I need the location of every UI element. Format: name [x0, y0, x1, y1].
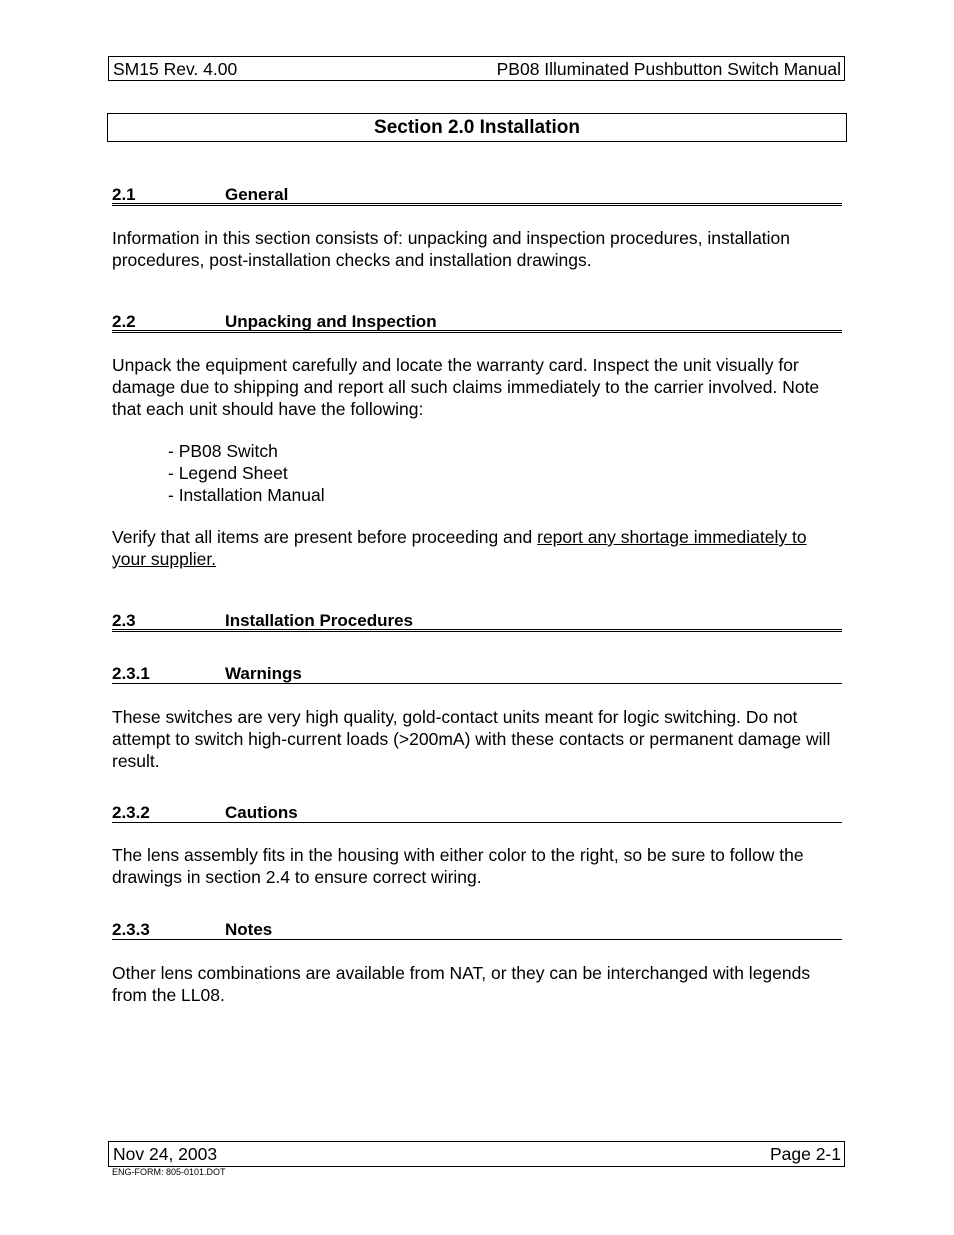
document-revision: SM15 Rev. 4.00	[113, 59, 238, 79]
heading-rule	[112, 203, 842, 206]
page-header	[108, 56, 845, 81]
list-item: - Installation Manual	[168, 485, 325, 505]
heading-title: Unpacking and Inspection	[225, 312, 437, 331]
heading-title: Notes	[225, 920, 273, 939]
verify-text: Verify that all items are present before proceeding and	[112, 527, 538, 547]
heading-2-3-1	[112, 665, 842, 683]
heading-rule	[112, 330, 842, 333]
heading-title: Warnings	[225, 664, 302, 683]
heading-number: 2.1	[112, 185, 136, 204]
footer-page-number: Page 2-1	[769, 1144, 841, 1164]
footer-date: Nov 24, 2003	[113, 1144, 218, 1164]
notes-paragraph: Other lens combinations are available from NAT, or they can be interchanged with legends from the LL08.	[112, 963, 811, 1005]
section-title: Section 2.0 Installation	[374, 117, 580, 138]
heading-rule	[112, 822, 842, 823]
verify-underlined-text: report any shortage immediately to your supplier.	[112, 527, 807, 569]
heading-2-2	[112, 313, 842, 331]
heading-title: Installation Procedures	[225, 611, 413, 630]
form-code: ENG-FORM: 805-0101.DOT	[112, 1167, 226, 1177]
heading-number: 2.2	[112, 312, 136, 331]
heading-number: 2.3	[112, 611, 136, 630]
warnings-paragraph: These switches are very high quality, gold-contact units meant for logic switching. Do not attempt to switch high-current loads (>200mA) with these contacts or permanent damage will result.	[112, 707, 831, 771]
document-title: PB08 Illuminated Pushbutton Switch Manual	[496, 59, 841, 79]
heading-2-3-2	[112, 804, 842, 822]
section-title-box	[107, 113, 847, 142]
unpacking-paragraph: Unpack the equipment carefully and locate the warranty card. Inspect the unit visually for damage due to shipping and report all such claims immediately to the carrier involved. Note that each unit should have the following:	[112, 355, 820, 419]
heading-number: 2.3.3	[112, 920, 150, 939]
page-footer	[108, 1141, 845, 1167]
cautions-paragraph: The lens assembly fits in the housing with either color to the right, so be sure to follow the drawings in section 2.4 to ensure correct wiring.	[112, 845, 804, 887]
heading-2-3-3	[112, 921, 842, 939]
heading-rule	[112, 683, 842, 684]
heading-title: General	[225, 185, 289, 204]
heading-2-3	[112, 612, 842, 630]
heading-number: 2.3.1	[112, 664, 150, 683]
list-item: - Legend Sheet	[168, 463, 288, 483]
list-item: - PB08 Switch	[168, 441, 278, 461]
heading-rule	[112, 939, 842, 940]
heading-title: Cautions	[225, 803, 298, 822]
heading-2-1	[112, 186, 842, 204]
verify-paragraph	[112, 526, 842, 570]
heading-number: 2.3.2	[112, 803, 150, 822]
heading-rule	[112, 629, 842, 632]
general-paragraph: Information in this section consists of: unpacking and inspection procedures, installation procedures, post-installation checks and installation drawings.	[112, 228, 791, 270]
